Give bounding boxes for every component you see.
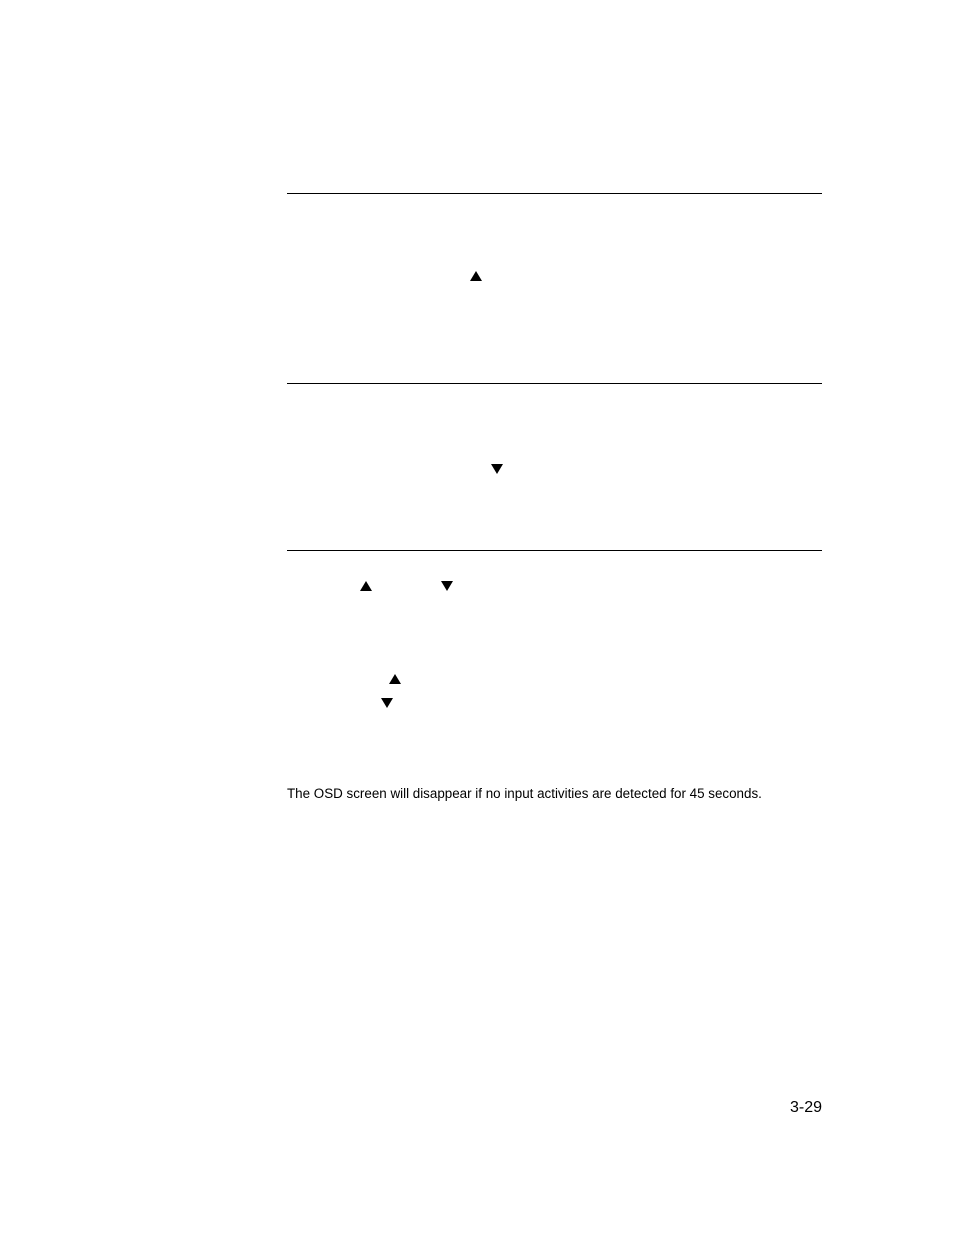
- page-number: 3-29: [789, 1099, 822, 1116]
- up-arrow-icon: [360, 581, 372, 591]
- down-arrow-icon: [491, 464, 503, 474]
- divider-3: [287, 550, 822, 551]
- up-arrow-icon: [470, 271, 482, 281]
- divider-2: [287, 383, 822, 384]
- osd-timeout-note: The OSD screen will disappear if no input activities are detected for 45 seconds.: [287, 786, 762, 801]
- down-arrow-icon: [441, 581, 453, 591]
- divider-1: [287, 193, 822, 194]
- down-arrow-icon: [381, 698, 393, 708]
- up-arrow-icon: [389, 674, 401, 684]
